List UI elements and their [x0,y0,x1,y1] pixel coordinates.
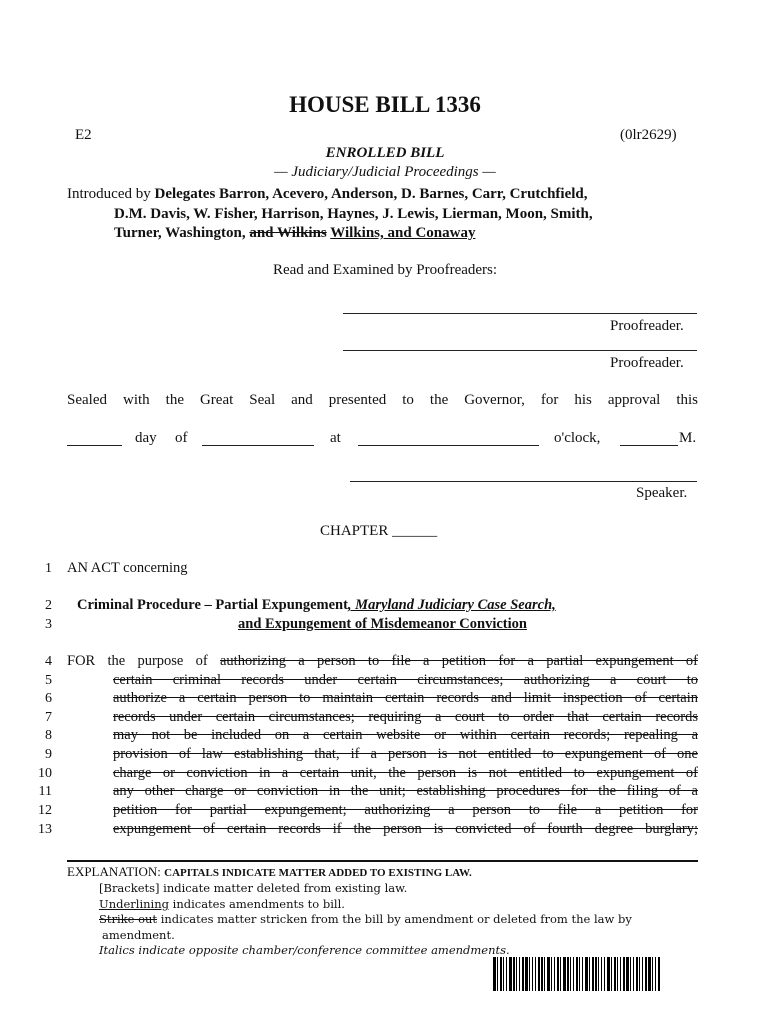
code-left: E2 [75,127,92,143]
enrolled-label: ENROLLED BILL [325,145,445,161]
purpose-line-12: petition for partial expungement; authorizing a person to file a petition for [113,802,698,818]
sponsors-3: Turner, Washington, [114,225,250,241]
time-blank [358,445,539,446]
barcode-bar [655,957,656,991]
introduced-line-3 [114,225,475,242]
barcode-bar [563,957,566,991]
subject-added: , Maryland Judiciary Case Search, [347,597,556,613]
explanation-head [67,864,472,880]
barcode-bar [604,957,605,991]
barcode-bar [607,957,610,991]
barcode-bar [519,957,520,991]
sponsors-added: Wilkins, and Conaway [330,225,476,241]
month-blank [202,445,314,446]
barcode-bar [541,957,543,991]
barcode-bar [630,957,631,991]
m-label: M. [679,430,697,446]
barcode-bar [493,957,496,991]
barcode-bar [503,957,504,991]
barcode-bar [544,957,545,991]
line-number: 1 [45,561,52,576]
sealed-text: Sealed with the Great Seal and presented to the Governor, for his approval this [67,392,698,408]
introduced-line-1 [67,186,699,203]
barcode-bar [595,957,597,991]
purpose-line-5: certain criminal records under certain circumstances; authorizing a court to [113,672,698,688]
barcode-bar [598,957,599,991]
purpose-line-13: expungement of certain records if the person is convicted of fourth degree burglary; [113,821,698,837]
barcode-bar [579,957,580,991]
line-number: 6 [45,691,52,706]
brackets-text: indicate matter deleted from existing law. [159,881,408,895]
of-label: of [175,430,188,446]
act-line: AN ACT concerning [67,560,188,576]
introduced-prefix: Introduced by [67,186,155,202]
barcode-bar [636,957,638,991]
signature-line-2 [343,350,697,351]
barcode-bar [626,957,629,991]
barcode-bar [645,957,647,991]
purpose-line-10: charge or conviction in a certain unit, the person is not entitled to expungement of [113,765,698,781]
line-number: 10 [38,766,52,781]
purpose-line-11 [113,783,698,800]
barcode-bar [522,957,524,991]
line-number: 13 [38,822,52,837]
barcode-bar [516,957,517,991]
barcode-bar [611,957,612,991]
barcode-bar [535,957,536,991]
at-label: at [330,430,341,446]
explanation-italics: Italics indicate opposite chamber/conference committee amendments. [99,943,510,957]
barcode-bar [642,957,643,991]
barcode-bar [560,957,561,991]
barcode-bar [557,957,559,991]
barcode-bar [620,957,621,991]
explanation-brackets [99,881,407,895]
purpose-line-8: may not be included on a certain website or within certain records; repealing a [113,727,698,743]
barcode-image [493,957,679,991]
line-number: 4 [45,654,52,669]
ampm-blank [620,445,678,446]
sponsors-struck: and Wilkins [249,225,327,241]
barcode-bar [532,957,533,991]
subject-text: Criminal Procedure – Partial Expungement [77,597,348,613]
barcode-bar [573,957,574,991]
explanation-strike [99,912,632,926]
barcode-bar [582,957,583,991]
barcode-bar [648,957,651,991]
barcode-bar [551,957,552,991]
day-blank [67,445,122,446]
explanation-underline [99,897,345,911]
struck-text: establishing procedures for the filing of a [405,783,698,799]
barcode-bar [538,957,540,991]
line-number: 5 [45,673,52,688]
explanation-rule [67,860,698,862]
barcode-bar [589,957,590,991]
purpose-line-6: authorize a certain person to maintain certain records and limit inspection of certain [113,690,698,706]
barcode-bar [652,957,653,991]
sponsors-2: D.M. Davis, W. Fisher, Harrison, Haynes, J. Lewis, Lierman, Moon, Smith, [114,206,593,222]
barcode-bar [497,957,498,991]
line-number: 12 [38,803,52,818]
barcode-bar [633,957,634,991]
purpose-line-4 [67,653,698,670]
strike-word: Strike out [99,912,158,926]
strike-text: indicates matter stricken from the bill by amendment or deleted from the law by [157,912,632,926]
purpose-prefix: FOR the purpose of [67,653,220,669]
barcode-bar [513,957,515,991]
barcode-bar [525,957,528,991]
explanation-label: EXPLANATION: [67,864,165,879]
barcode-bar [567,957,569,991]
bill-title: HOUSE BILL 1336 [289,92,481,117]
struck-text: any other charge or conviction in the unit; [113,783,406,799]
subject-line-2: and Expungement of Misdemeanor Conviction [238,616,527,632]
barcode-bar [509,957,512,991]
sponsors-1: Delegates Barron, Acevero, Anderson, D. Barnes, Carr, Crutchfield, [154,186,588,202]
purpose-line-7: records under certain circumstances; requiring a court to order that certain records [113,709,698,725]
barcode-bar [576,957,578,991]
barcode-bar [547,957,550,991]
barcode-bar [554,957,555,991]
speaker-line [350,481,697,482]
barcode-bar [658,957,660,991]
barcode-bar [529,957,530,991]
signature-line-1 [343,313,697,314]
barcode-bar [585,957,588,991]
proofreader-1: Proofreader. [610,318,684,334]
committee-label: — Judiciary/Judicial Proceedings — [274,164,496,180]
code-right: (0lr2629) [620,127,677,143]
subject-line-1 [77,597,556,614]
proofreaders-label: Read and Examined by Proofreaders: [272,262,498,278]
barcode-bar [570,957,571,991]
barcode-bar [601,957,602,991]
line-number: 7 [45,710,52,725]
barcode-bar [623,957,625,991]
explanation-strike-2: amendment. [102,928,175,942]
underline-word: Underlining [99,897,169,911]
brackets-word: [Brackets] [99,881,160,895]
speaker-label: Speaker. [636,485,688,501]
barcode-bar [617,957,618,991]
barcode-bar [506,957,507,991]
chapter-label: CHAPTER ______ [320,523,438,539]
purpose-line-9: provision of law establishing that, if a person is not entitled to expungement of one [113,746,698,762]
barcode-bar [592,957,594,991]
oclock-label: o'clock, [554,430,601,446]
struck-text: authorizing a person to file a petition for a partial expungement of [219,653,698,669]
line-number: 9 [45,747,52,762]
explanation-caps: CAPITALS INDICATE MATTER ADDED TO EXISTING LAW. [164,867,472,879]
barcode-bar [614,957,616,991]
proofreader-2: Proofreader. [610,355,684,371]
line-number: 8 [45,728,52,743]
line-number: 2 [45,598,52,613]
day-label: day [135,430,157,446]
barcode-bar [639,957,640,991]
barcode-bar [500,957,502,991]
line-number: 3 [45,617,52,632]
line-number: 11 [38,784,52,799]
underline-text: indicates amendments to bill. [168,897,345,911]
